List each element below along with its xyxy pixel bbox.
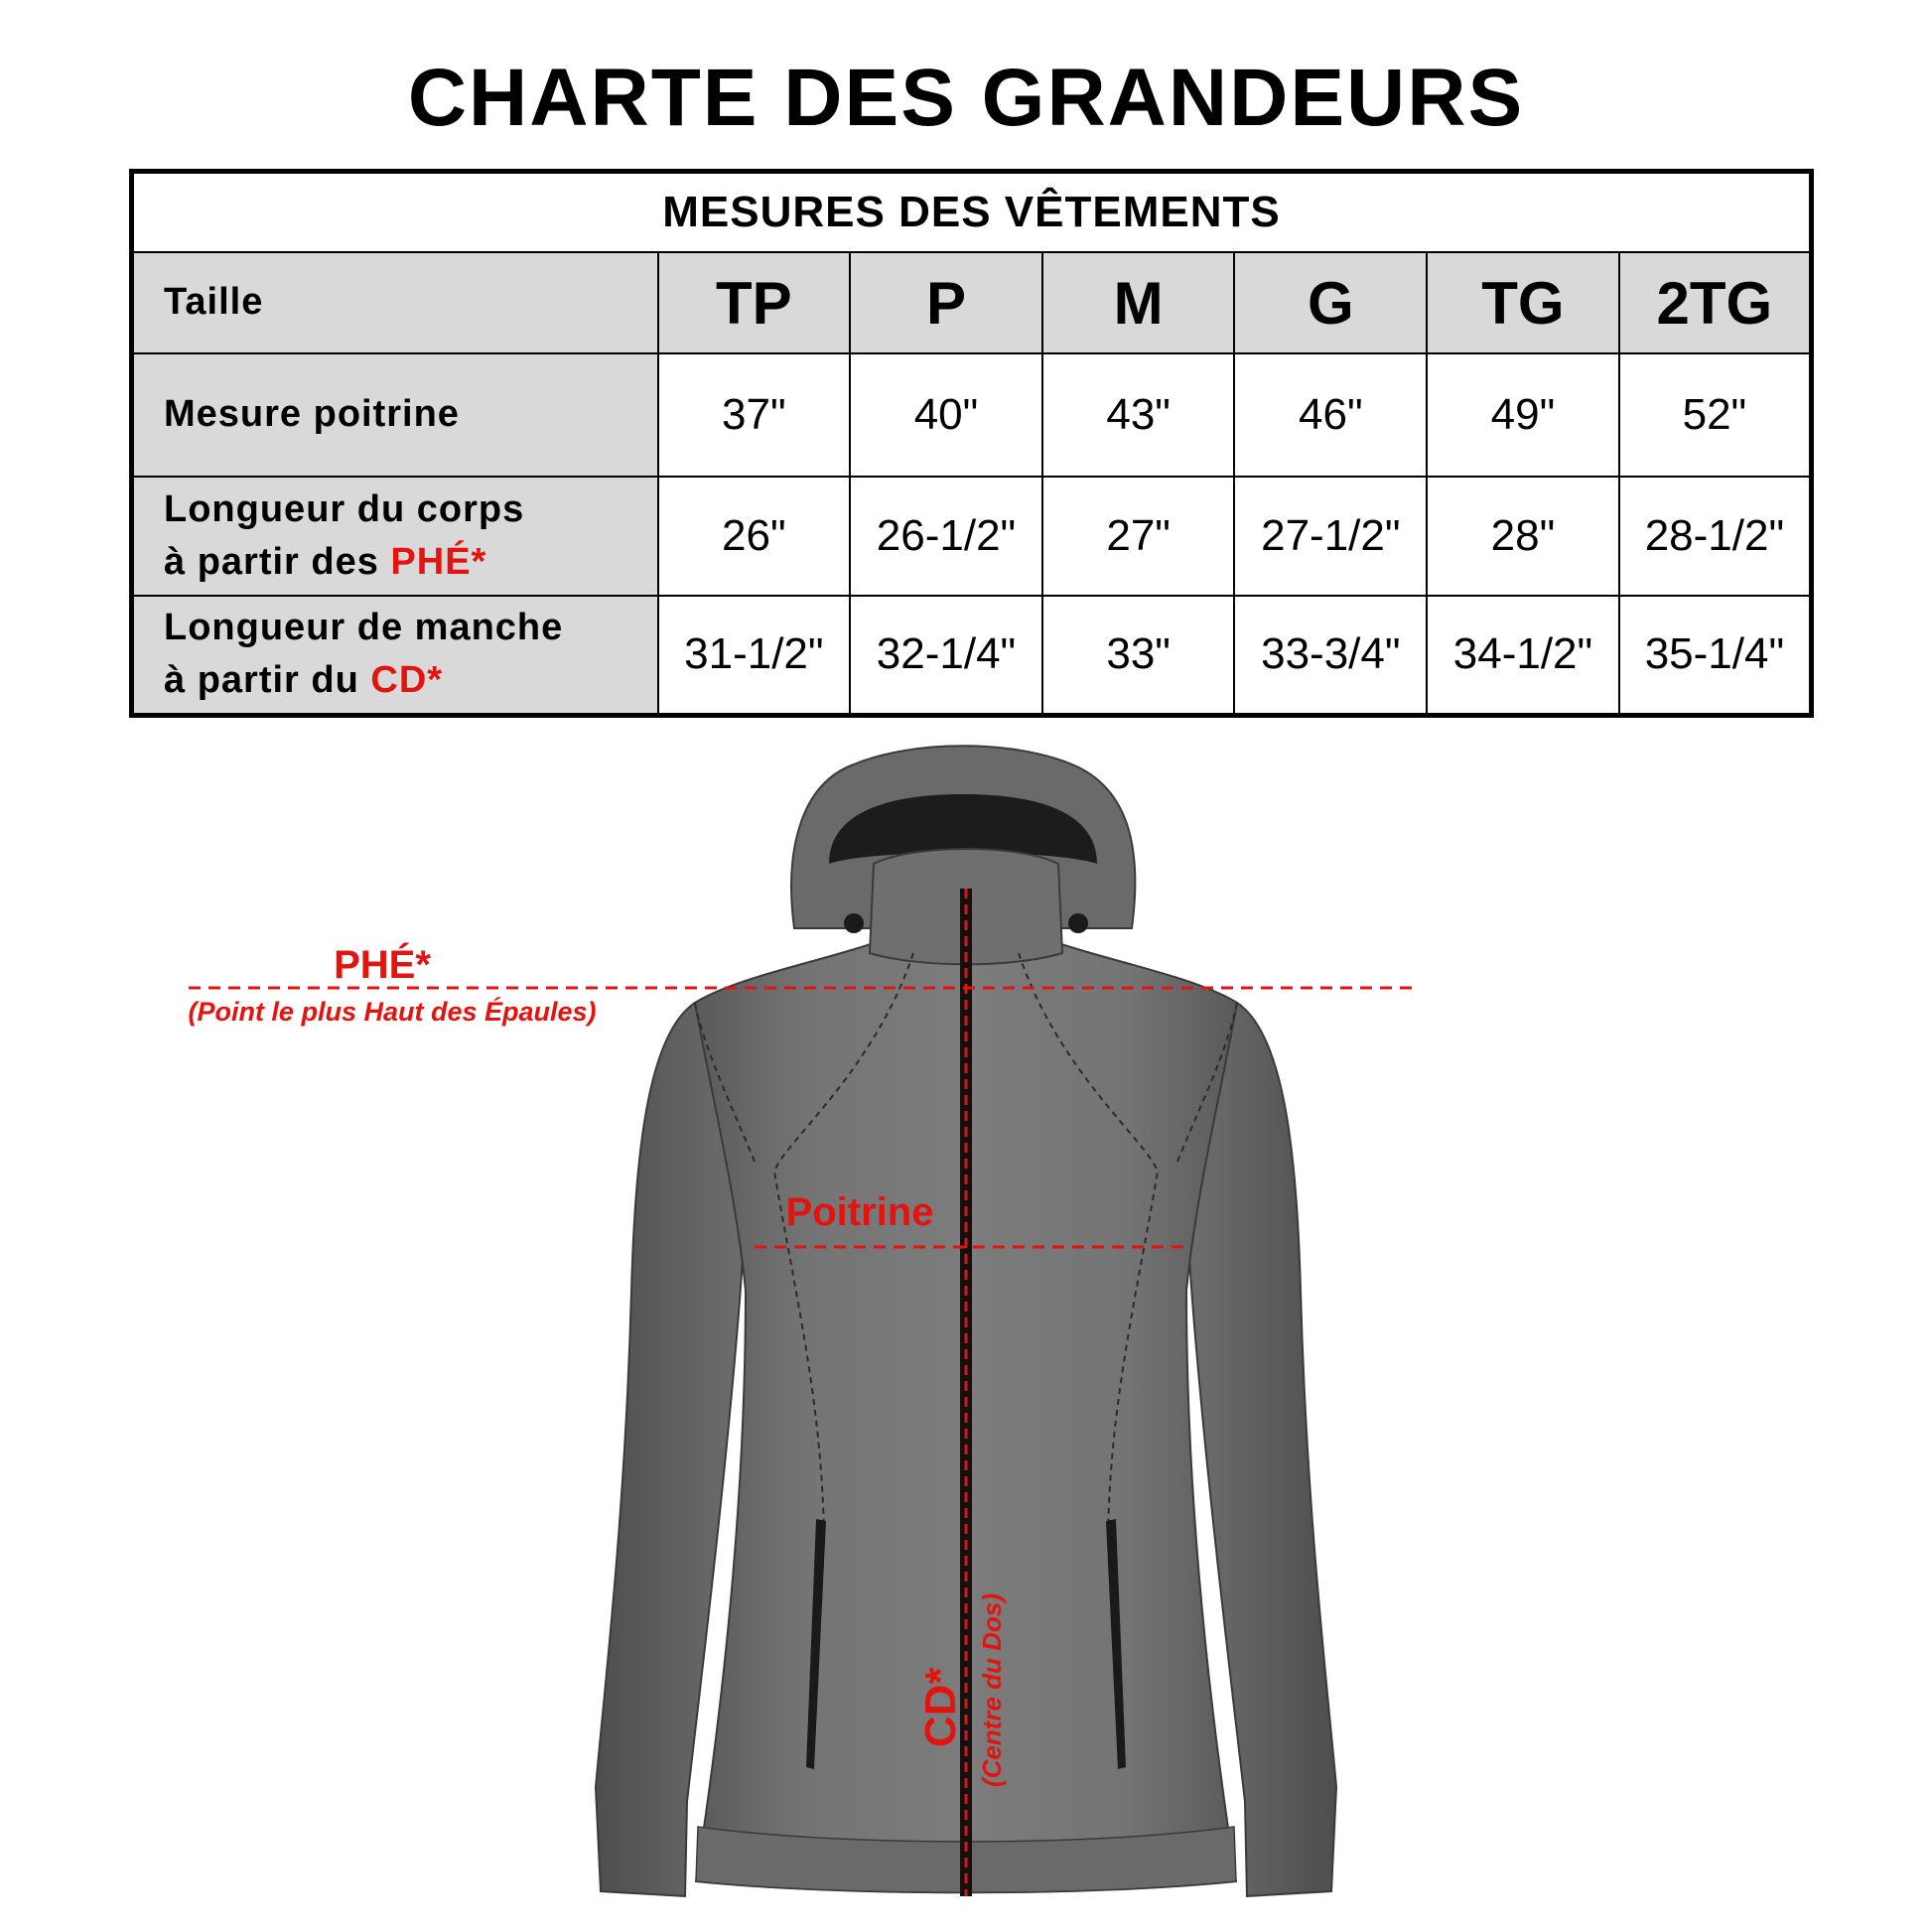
table-cell: 43": [1042, 353, 1235, 477]
cd-label: CD*: [916, 1667, 965, 1747]
table-cell: 49": [1427, 353, 1619, 477]
page-title: CHARTE DES GRANDEURS: [407, 53, 1525, 143]
size-header-label: Taille: [132, 252, 658, 353]
size-column-header: G: [1234, 252, 1427, 353]
table-cell: 33": [1042, 596, 1235, 715]
row-label-line2: à partir du: [164, 659, 371, 702]
left-hood-toggle: [844, 913, 864, 933]
table-cell: 27": [1042, 477, 1235, 596]
row-label-line1: Longueur de manche: [164, 607, 564, 649]
table-cell: 31-1/2": [658, 596, 851, 715]
table-cell: 26-1/2": [850, 477, 1042, 596]
table-cell: 26": [658, 477, 851, 596]
phe-label: PHÉ*: [334, 943, 431, 987]
table-cell: 28-1/2": [1619, 477, 1812, 596]
row-label-highlight: PHÉ*: [390, 541, 487, 583]
cd-description: (Centre du Dos): [977, 1593, 1007, 1787]
cd-description-group: [977, 1593, 1007, 1787]
size-column-header: 2TG: [1619, 252, 1812, 353]
row-label-line1: Mesure poitrine: [164, 393, 460, 436]
right-hood-toggle: [1068, 913, 1088, 933]
size-column-header: TP: [658, 252, 851, 353]
cd-label-group: [916, 1666, 965, 1747]
size-column-header: M: [1042, 252, 1235, 353]
chest-label: Poitrine: [785, 1190, 934, 1234]
row-label-line2: à partir des: [164, 541, 391, 583]
table-cell: 32-1/4": [850, 596, 1042, 715]
table-cell: 34-1/2": [1427, 596, 1619, 715]
size-column-header: TG: [1427, 252, 1619, 353]
table-caption: MESURES DES VÊTEMENTS: [132, 172, 1812, 253]
row-label-line1: Longueur du corps: [164, 487, 525, 530]
table-cell: 52": [1619, 353, 1812, 477]
row-label-highlight: CD*: [370, 659, 444, 702]
table-cell: 28": [1427, 477, 1619, 596]
size-column-header: P: [850, 252, 1042, 353]
table-cell: 46": [1234, 353, 1427, 477]
table-cell: 40": [850, 353, 1042, 477]
table-cell: 35-1/4": [1619, 596, 1812, 715]
table-cell: 37": [658, 353, 851, 477]
phe-description: (Point le plus Haut des Épaules): [188, 997, 597, 1027]
table-cell: 33-3/4": [1234, 596, 1427, 715]
table-cell: 27-1/2": [1234, 477, 1427, 596]
